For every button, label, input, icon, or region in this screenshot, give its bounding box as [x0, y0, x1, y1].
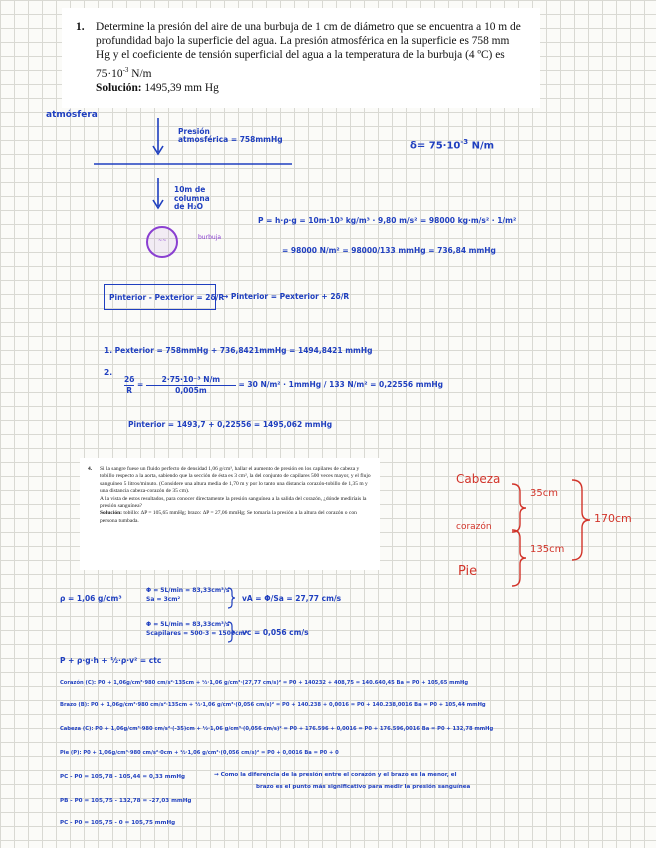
aorta-flux-line1: Φ = 5L/min = 83,33cm³/s [146, 587, 230, 594]
density-note: ρ = 1,06 g/cm³ [60, 594, 122, 603]
laplace-formula-box: Pinterior - Pexterior = 2δ/R [104, 284, 216, 310]
problem-number: 4. [88, 466, 93, 472]
step-2-rhs-fraction [146, 376, 236, 394]
atmosphere-label: atmósfera [46, 110, 98, 120]
brace-170cm [572, 480, 590, 560]
sigma-exp: -3 [460, 138, 469, 146]
lhs-numerator: 2δ [124, 375, 135, 384]
atm-pressure-line1: Presión [178, 127, 210, 136]
step-2-lhs-fraction [124, 376, 134, 394]
aorta-velocity: vA = Φ/Sa = 27,77 cm/s [242, 594, 342, 603]
difference-pie: PC - P0 = 105,75 - 0 = 105,75 mmHg [60, 820, 176, 826]
sigma-unit: N/m [468, 140, 495, 152]
capilares-velocity: vc = 0,056 cm/s [242, 628, 309, 637]
bernoulli-equation: P + ρ·g·h + ½·ρ·v² = ctc [60, 656, 162, 665]
capilares-flux-note [146, 620, 248, 638]
difference-heart: PC - P0 = 105,78 - 105,44 = 0,33 mmHg [60, 774, 186, 780]
depth-line1: 10m de [174, 185, 206, 194]
problem-number: 1. [76, 21, 85, 33]
hydrostatic-eq-2: = 98000 N/m² = 98000/133 mmHg = 736,84 mmHg [282, 246, 496, 255]
cabeza-label: Cabeza [456, 472, 501, 486]
step-2-rest: = 30 N/m² · 1mmHg / 133 N/m² = 0,22556 mmHg [238, 380, 444, 389]
equation-pie: Pie (P): P0 + 1,06g/cm³·980 cm/s²·0cm + ½·1,06 g/cm³·(0,056 cm/s)² = P0 + 0,0016 Ba = P0 + 0 [60, 750, 339, 756]
hydrostatic-eq-1: P = h·ρ·g = 10m·10³ kg/m³ · 9,80 m/s² = 98000 kg·m/s² · 1/m² [258, 216, 517, 225]
depth-note [174, 186, 210, 212]
difference-brazo: PB - P0 = 105,75 - 132,78 = -27,03 mmHg [60, 798, 192, 804]
equation-corazon: Corazón (C): P0 + 1,06g/cm³·980 cm/s²·135cm + ½·1,06 g/cm³·(27,77 cm/s)² = P0 + 140232 + 408,75 = 140.640,45 Ba = P0 + 105,65 mmHg [60, 680, 469, 686]
solution-label: Solución: [100, 510, 123, 517]
pie-label: Pie [458, 564, 478, 579]
capilares-flux-line2: Scapilares = 500·3 = 1500cm² [146, 630, 248, 637]
step-1-equation: 1. Pexterior = 758mmHg + 736,8421mmHg = 1494,8421 mmHg [104, 346, 373, 355]
depth-line2: columna [174, 193, 210, 203]
step-3-equation: Pinterior = 1493,7 + 0,22556 = 1495,062 mmHg [128, 420, 333, 429]
corazon-label: corazón [456, 522, 492, 532]
surface-tension-note [410, 138, 494, 151]
capilares-flux-line1: Φ = 5L/min = 83,33cm³/s [146, 621, 230, 628]
brace-135cm [512, 530, 526, 586]
brace-35cm [512, 484, 526, 532]
problem-text: Si la sangre fuese un fluido perfecto de densidad 1,06 g/cm³, hallar el aumento de presión en los capilares de cabeza y tobillo respecto a la aorta, sabiendo que la sección de ésta es 3 cm², la del conjunto de capilares 500 veces mayor, y el flujo sanguíneo 5 litros/minuto. (Considere una altura media de 1,70 m y por lo tanto una distancia corazón-tobillo de 1,35 m y una distancia cabeza-corazón de 35 cm). [100, 466, 371, 495]
comment-line-1: → Como la diferencia de la presión entre el corazón y el brazo es la menor, el [214, 772, 457, 778]
bubble-label: burbuja [198, 234, 222, 241]
rhs-numerator: 2·75·10⁻³ N/m [161, 375, 221, 384]
equation-cabeza: Cabeza (C): P0 + 1,06g/cm³·980 cm/s²·(-35)cm + ½·1,06 g/cm³·(0,056 cm/s)² = P0 + 176.596 + 0,0016 = P0 + 176.596,0016 Ba = P0 + 132,78 mmHg [60, 726, 494, 732]
depth-line3: de H₂O [174, 202, 204, 211]
atm-pressure-line2: atmosférica = 758mmHg [178, 135, 283, 144]
problem-unit: N/m [128, 67, 152, 80]
step-2-equation: $\frac{2\delta}{R}$ = $\frac{\text{2·75·10⁻³ N/m}}{0,005m}$ = 30 N/m² · 1mmHg / 133 N/m² = 0,22556 mmHg [124, 375, 444, 395]
rhs-denominator: 0,005m [175, 385, 207, 395]
step-2-number: 2. [104, 368, 113, 377]
problem-text-2: A la vista de estos resultados, para conocer directamente la presión sanguínea a la salida del corazón, ¿dónde mediríais la presión sanguínea? [100, 495, 367, 510]
lhs-denominator: R [126, 385, 133, 395]
sigma-value: δ= 75·10 [410, 140, 461, 152]
distance-heart-foot: 135cm [530, 544, 565, 555]
solution-value: tobillo: ΔP = 105,65 mmHg; brazo: ΔP = 27,06 mmHg; Se tomaría la presión a la altura del corazón o con persona tumbada. [100, 510, 357, 524]
solution-label: Solución: [96, 81, 142, 94]
aorta-flux-line2: Sa = 3cm² [146, 596, 181, 603]
solution-value: 1495,39 mm Hg [141, 81, 219, 94]
equation-brazo: Brazo (B): P0 + 1,06g/cm³·980 cm/s²·135cm + ½·1,06 g/cm³·(0,056 cm/s)² = P0 + 140.238 + 0,0016 = P0 + 140.238,0016 Ba = P0 + 105,44 mmHg [60, 702, 486, 708]
total-height: 170cm [594, 512, 632, 525]
problem-4-statement [80, 458, 380, 570]
comment-line-2: brazo es el punto más significativo para medir la presión sanguínea [256, 784, 471, 790]
aorta-flux-note [146, 586, 229, 604]
bubble-tiny-label: ~~ [158, 238, 167, 244]
problem-text: Determine la presión del aire de una burbuja de 1 cm de diámetro que se encuentra a 10 m de profundidad bajo la superficie del agua. La presión atmosférica en la superficie es 758 mm Hg y el coeficiente de tensión superficial del agua a la temperatura de la burbuja (4 ºC) es 75·10 [96, 21, 521, 80]
problem-exponent: -3 [122, 65, 129, 74]
distance-head-heart: 35cm [530, 488, 558, 499]
atm-pressure-note [178, 128, 283, 144]
laplace-formula-arrow: → Pinterior = Pexterior + 2δ/R [222, 292, 350, 301]
